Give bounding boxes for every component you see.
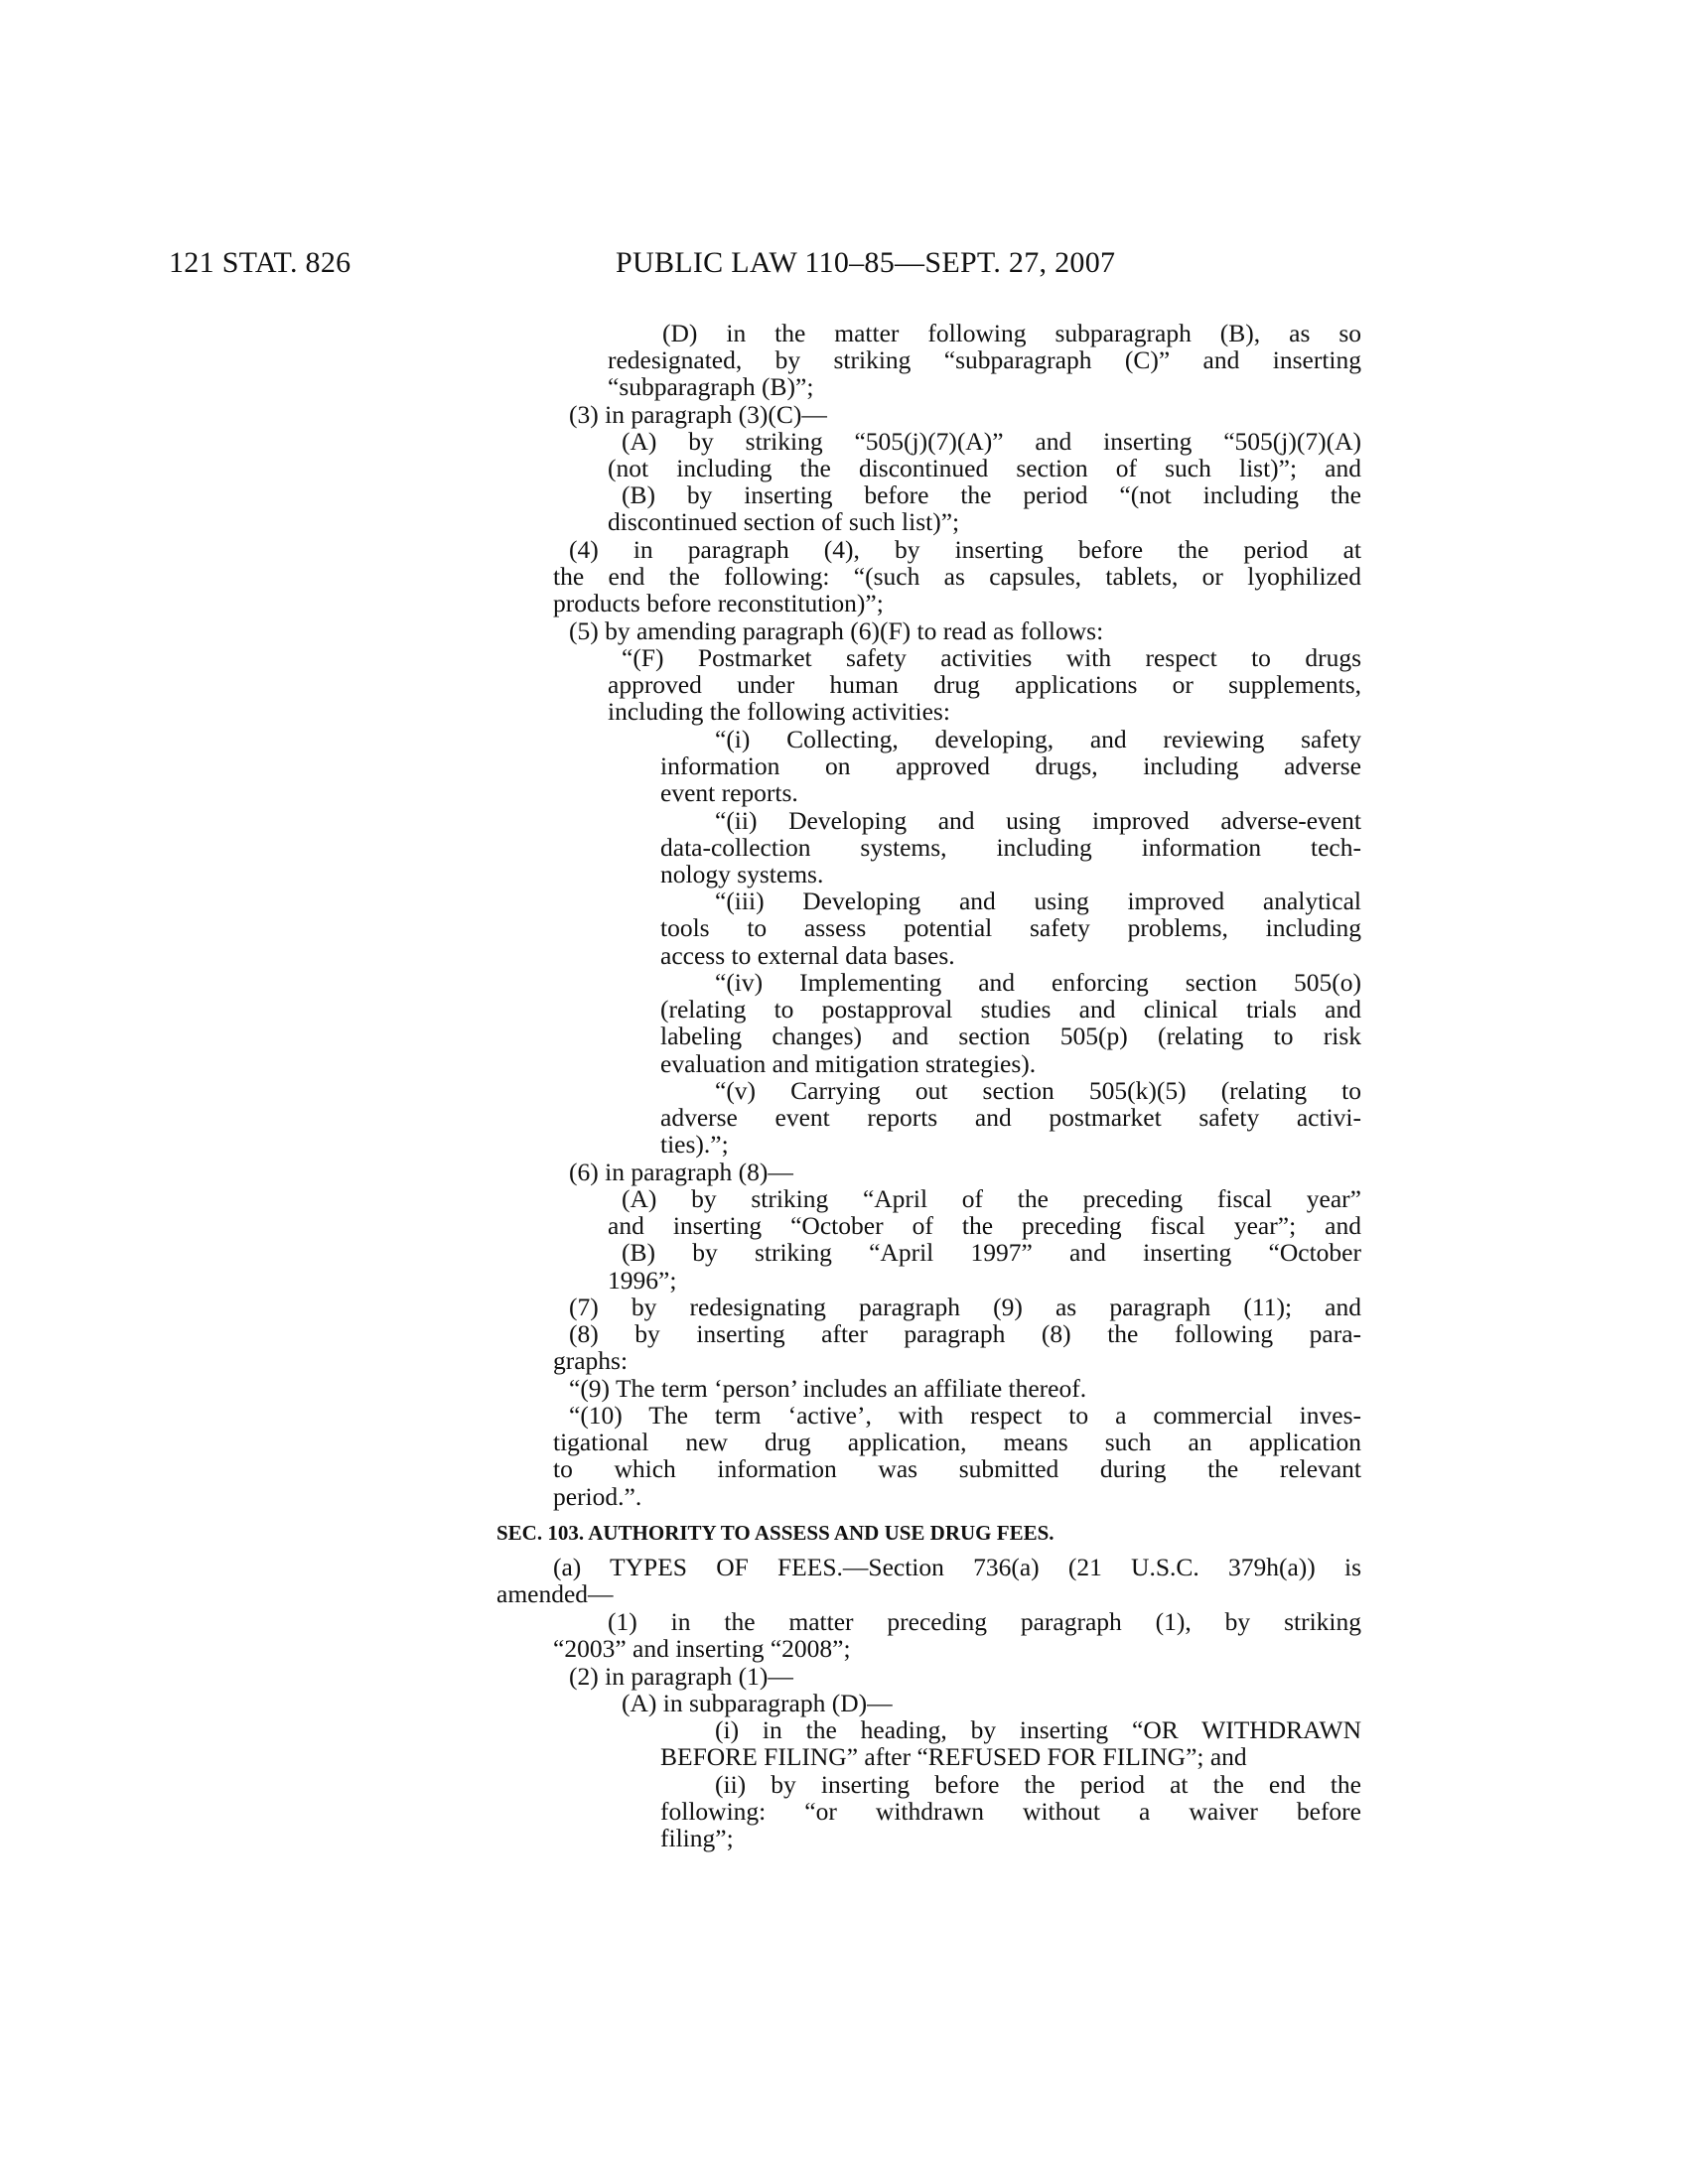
text-line: labeling changes) and section 505(p) (relating to risk [660,1022,1361,1050]
text-line: and inserting “October of the preceding fiscal year”; and [608,1211,1361,1240]
page-running-title: PUBLIC LAW 110–85—SEPT. 27, 2007 [616,246,1116,279]
text-line: tigational new drug application, means such an application [553,1428,1361,1456]
text-line: filing”; [660,1824,734,1852]
text-line: discontinued section of such list)”; [608,507,960,536]
text-line: (1) in the matter preceding paragraph (1), by striking [608,1607,1361,1636]
text-line: “(10) The term ‘active’, with respect to a commercial inves- [569,1401,1361,1430]
text-line: (3) in paragraph (3)(C)— [569,400,827,429]
text-line: information on approved drugs, including adverse [660,751,1361,780]
text-line: period.”. [553,1482,642,1511]
text-line: to which information was submitted during the relevant [553,1454,1361,1483]
text-line: nology systems. [660,860,824,888]
text-line: access to external data bases. [660,941,955,970]
text-line: (D) in the matter following subparagraph (B), as so [662,319,1361,347]
text-line: tools to assess potential safety problems, including [660,913,1361,942]
text-line: “(ii) Developing and using improved adverse-event [715,806,1361,835]
text-line: data-collection systems, including information tech- [660,833,1361,862]
text-line: “(iv) Implementing and enforcing section 505(o) [715,968,1361,997]
text-line: graphs: [553,1346,629,1375]
text-line: event reports. [660,778,798,807]
text-line: (relating to postapproval studies and clinical trials and [660,995,1361,1024]
text-line: (ii) by inserting before the period at the end the [715,1770,1361,1799]
text-line: “(iii) Developing and using improved analytical [715,887,1361,915]
text-line: (7) by redesignating paragraph (9) as paragraph (11); and [569,1293,1361,1321]
text-line: “(i) Collecting, developing, and reviewing safety [715,725,1361,753]
text-line: (A) by striking “505(j)(7)(A)” and inserting “505(j)(7)(A) [622,427,1361,456]
text-line: BEFORE FILING” after “REFUSED FOR FILING”; and [660,1742,1247,1771]
text-line: following: “or withdrawn without a waiver before [660,1797,1361,1826]
text-line: (B) by inserting before the period “(not including the [622,480,1361,509]
text-line: adverse event reports and postmarket safety activi- [660,1103,1361,1132]
text-line: “subparagraph (B)”; [608,372,814,401]
text-line: including the following activities: [608,697,950,726]
text-line: redesignated, by striking “subparagraph (C)” and inserting [608,345,1361,374]
text-line: ties).”; [660,1130,729,1159]
text-line: (2) in paragraph (1)— [569,1662,793,1691]
text-line: (not including the discontinued section of such list)”; and [608,454,1361,482]
text-line: (6) in paragraph (8)— [569,1158,793,1186]
text-line: evaluation and mitigation strategies). [660,1049,1037,1078]
text-line: the end the following: “(such as capsules, tablets, or lyophilized [553,562,1361,591]
text-line: “(v) Carrying out section 505(k)(5) (relating to [715,1076,1361,1105]
text-line: (a) TYPES OF FEES.—Section 736(a) (21 U.S.C. 379h(a)) is [553,1553,1361,1581]
text-line: 1996”; [608,1266,677,1295]
page-stat-citation: 121 STAT. 826 [169,246,352,279]
text-line: (i) in the heading, by inserting “OR WITHDRAWN [715,1715,1361,1744]
text-line: “2003” and inserting “2008”; [553,1634,851,1663]
text-line: (8) by inserting after paragraph (8) the following para- [569,1319,1361,1348]
text-line: “(F) Postmarket safety activities with respect to drugs [622,643,1361,672]
text-line: (4) in paragraph (4), by inserting before the period at [569,535,1361,564]
text-line: approved under human drug applications or supplements, [608,670,1361,699]
text-line: amended— [496,1579,614,1608]
text-line: (A) by striking “April of the preceding fiscal year” [622,1184,1361,1213]
section-heading: SEC. 103. AUTHORITY TO ASSESS AND USE DRUG FEES. [496,1521,1055,1545]
text-line: (5) by amending paragraph (6)(F) to read as follows: [569,616,1104,645]
text-line: (B) by striking “April 1997” and inserting “October [622,1238,1361,1267]
text-line: (A) in subparagraph (D)— [622,1689,893,1717]
text-line: “(9) The term ‘person’ includes an affiliate thereof. [569,1374,1087,1403]
text-line: products before reconstitution)”; [553,589,884,617]
